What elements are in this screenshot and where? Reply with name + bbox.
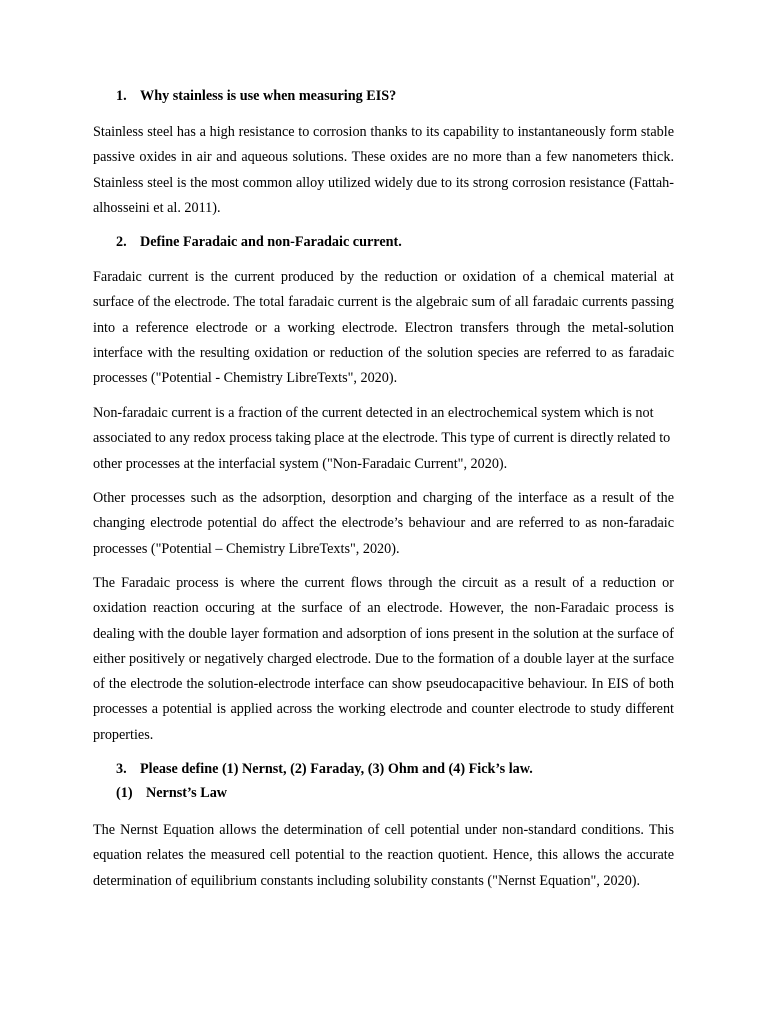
nernst-law-number: (1)	[116, 785, 133, 801]
faradaic-process-comparison-paragraph: The Faradaic process is where the current flows through the circuit as a result of a reduction or oxidation reaction occuring at the surface of an electrode. However, the non-Faradaic process is dealing with the double layer formation and adsorption of ions present in the solution at the surface of either positively or negatively charged electrode. Due to the formation of a double layer at the surface of the electrode the solution-electrode interface can show pseudocapacitive behaviour. In EIS of both processes a potential is applied across the working electrode and counter electrode to study different properties.	[93, 575, 674, 743]
question-1-title: Why stainless is use when measuring EIS?	[140, 88, 397, 104]
question-3-heading	[116, 761, 533, 778]
faradaic-current-paragraph: Faradaic current is the current produced by the reduction or oxidation of a chemical material at surface of the electrode. The total faradaic current is the algebraic sum of all faradaic currents passing into a reference electrode or a working electrode. Electron transfers through the metal-solution interface with the resulting oxidation or reduction of the solution species are referred to as faradaic processes ("Potential - Chemistry LibreTexts", 2020).	[93, 269, 674, 387]
question-1-number: 1.	[116, 88, 127, 104]
question-2-number: 2.	[116, 234, 127, 250]
non-faradaic-current-paragraph: Non-faradaic current is a fraction of the current detected in an electrochemical system which is not associated to any redox process taking place at the electrode. This type of current is directly related to other processes at the interfacial system ("Non-Faradaic Current", 2020).	[93, 405, 671, 472]
nernst-law-subheading	[116, 785, 227, 802]
other-processes-paragraph: Other processes such as the adsorption, desorption and charging of the interface as a result of the changing electrode potential do affect the electrode’s behaviour and are referred to as non-faradaic processes ("Potential – Chemistry LibreTexts", 2020).	[93, 490, 674, 557]
question-3-number: 3.	[116, 761, 127, 777]
question-2-heading	[116, 234, 402, 251]
question-1-heading	[116, 88, 396, 105]
nernst-law-title: Nernst’s Law	[146, 785, 228, 801]
question-1-answer: Stainless steel has a high resistance to corrosion thanks to its capability to instantaneously form stable passive oxides in air and aqueous solutions. These oxides are no more than a few nanometers thick. Stainless steel is the most common alloy utilized widely due to its strong corrosion resistance (Fattah-alhosseini et al. 2011).	[93, 124, 674, 216]
question-3-title: Please define (1) Nernst, (2) Faraday, (3) Ohm and (4) Fick’s law.	[140, 761, 533, 777]
nernst-law-paragraph: The Nernst Equation allows the determination of cell potential under non-standard conditions. This equation relates the measured cell potential to the reaction quotient. Hence, this allows the accurate determination of equilibrium constants including solubility constants ("Nernst Equation", 2020).	[93, 822, 674, 889]
question-2-title: Define Faradaic and non-Faradaic current.	[140, 234, 402, 250]
